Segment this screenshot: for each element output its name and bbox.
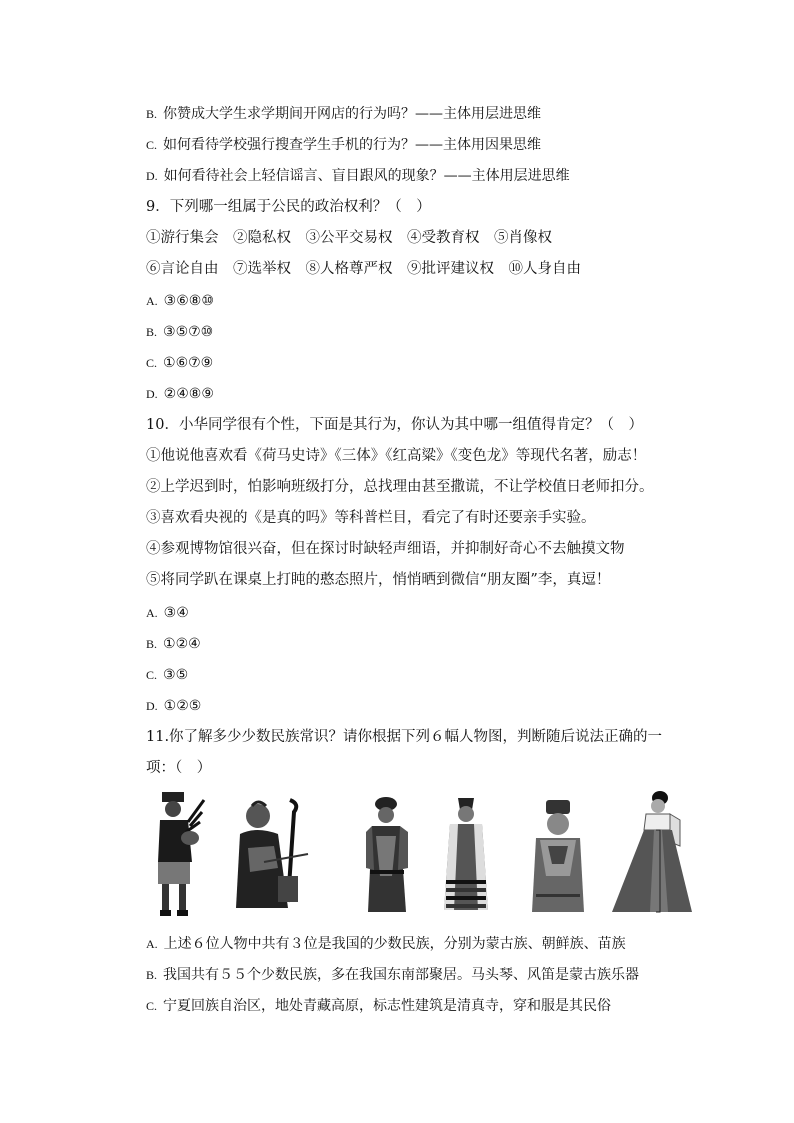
figure-photo-2	[234, 798, 312, 916]
option-letter: A.	[146, 294, 158, 308]
q10-option-a[interactable]	[146, 603, 189, 623]
option-letter: B.	[146, 968, 158, 982]
q11-option-a[interactable]	[146, 934, 626, 954]
option-text: ①②⑤	[163, 698, 202, 714]
option-text: ①②④	[163, 636, 201, 652]
option-letter: B.	[146, 637, 158, 651]
q9-items-row2: ⑥言论自由 ⑦选举权 ⑧人格尊严权 ⑨批评建议权 ⑩人身自由	[146, 261, 581, 277]
option-letter: B.	[146, 325, 158, 339]
q11-option-c[interactable]	[146, 996, 611, 1016]
q10-item-2: ②上学迟到时，怕影响班级打分，总找理由甚至撒谎，不让学校值日老师扣分。	[146, 479, 654, 495]
option-text: 上述６位人物中共有３位是我国的少数民族，分别为蒙古族、朝鲜族、苗族	[163, 936, 626, 952]
figure-photo-6	[610, 790, 694, 916]
q9-option-a[interactable]	[146, 291, 214, 311]
option-letter: B.	[146, 107, 158, 121]
option-text: ②④⑧⑨	[163, 386, 214, 402]
q11-stem-line1: 11.你了解多少少数民族常识？请你根据下列６幅人物图，判断随后说法正确的一	[146, 729, 663, 745]
option-b-line	[146, 104, 541, 124]
q10-item-5: ⑤将同学趴在课桌上打盹的憨态照片，悄悄晒到微信“朋友圈”李，真逗！	[146, 572, 611, 588]
figure-photo-1	[150, 792, 206, 916]
option-letter: C.	[146, 668, 158, 682]
option-text: ③⑥⑧⑩	[163, 293, 214, 309]
option-letter: D.	[146, 169, 158, 183]
q9-stem: 9．下列哪一组属于公民的政治权利？（ ）	[146, 199, 431, 215]
q9-option-d[interactable]	[146, 384, 214, 404]
figure-photo-3	[362, 796, 412, 916]
figure-photo-5	[530, 800, 586, 916]
option-text: ③⑤⑦⑩	[163, 324, 214, 340]
ethnic-figures-photo-strip	[146, 790, 694, 916]
option-letter: D.	[146, 699, 158, 713]
option-letter: C.	[146, 999, 158, 1013]
q10-item-3: ③喜欢看央视的《是真的吗》等科普栏目，看完了有时还要亲手实验。	[146, 510, 596, 526]
q10-item-1: ①他说他喜欢看《荷马史诗》《三体》《红高粱》《变色龙》等现代名著，励志！	[146, 448, 647, 464]
option-text: 如何看待学校强行搜查学生手机的行为？——主体用因果思维	[163, 137, 542, 153]
option-text: 我国共有５５个少数民族，多在我国东南部聚居。马头琴、风笛是蒙古族乐器	[163, 967, 640, 983]
option-letter: A.	[146, 937, 158, 951]
q10-option-c[interactable]	[146, 665, 188, 685]
option-text: ③⑤	[163, 667, 189, 683]
option-text: 你赞成大学生求学期间开网店的行为吗？——主体用层进思维	[163, 106, 542, 122]
q10-option-d[interactable]	[146, 696, 201, 716]
q9-option-c[interactable]	[146, 353, 213, 373]
q11-stem-line2: 项：（ ）	[146, 760, 212, 776]
option-c-line	[146, 135, 541, 155]
option-letter: C.	[146, 138, 158, 152]
q9-option-b[interactable]	[146, 322, 213, 342]
option-text: ①⑥⑦⑨	[163, 355, 214, 371]
option-letter: A.	[146, 606, 158, 620]
figure-photo-4	[436, 796, 496, 916]
q10-option-b[interactable]	[146, 634, 201, 654]
option-text: ③④	[163, 605, 189, 621]
option-d-line	[146, 166, 570, 186]
q11-option-b[interactable]	[146, 965, 639, 985]
q9-items-row1: ①游行集会 ②隐私权 ③公平交易权 ④受教育权 ⑤肖像权	[146, 230, 552, 246]
q10-item-4: ④参观博物馆很兴奋，但在探讨时缺轻声细语，并抑制好奇心不去触摸文物	[146, 541, 625, 557]
q10-stem: 10．小华同学很有个性，下面是其行为，你认为其中哪一组值得肯定？（ ）	[146, 417, 643, 433]
option-text: 如何看待社会上轻信谣言、盲目跟风的现象？——主体用层进思维	[163, 168, 570, 184]
option-letter: D.	[146, 387, 158, 401]
option-letter: C.	[146, 356, 158, 370]
option-text: 宁夏回族自治区，地处青藏高原，标志性建筑是清真寺，穿和服是其民俗	[163, 998, 612, 1014]
